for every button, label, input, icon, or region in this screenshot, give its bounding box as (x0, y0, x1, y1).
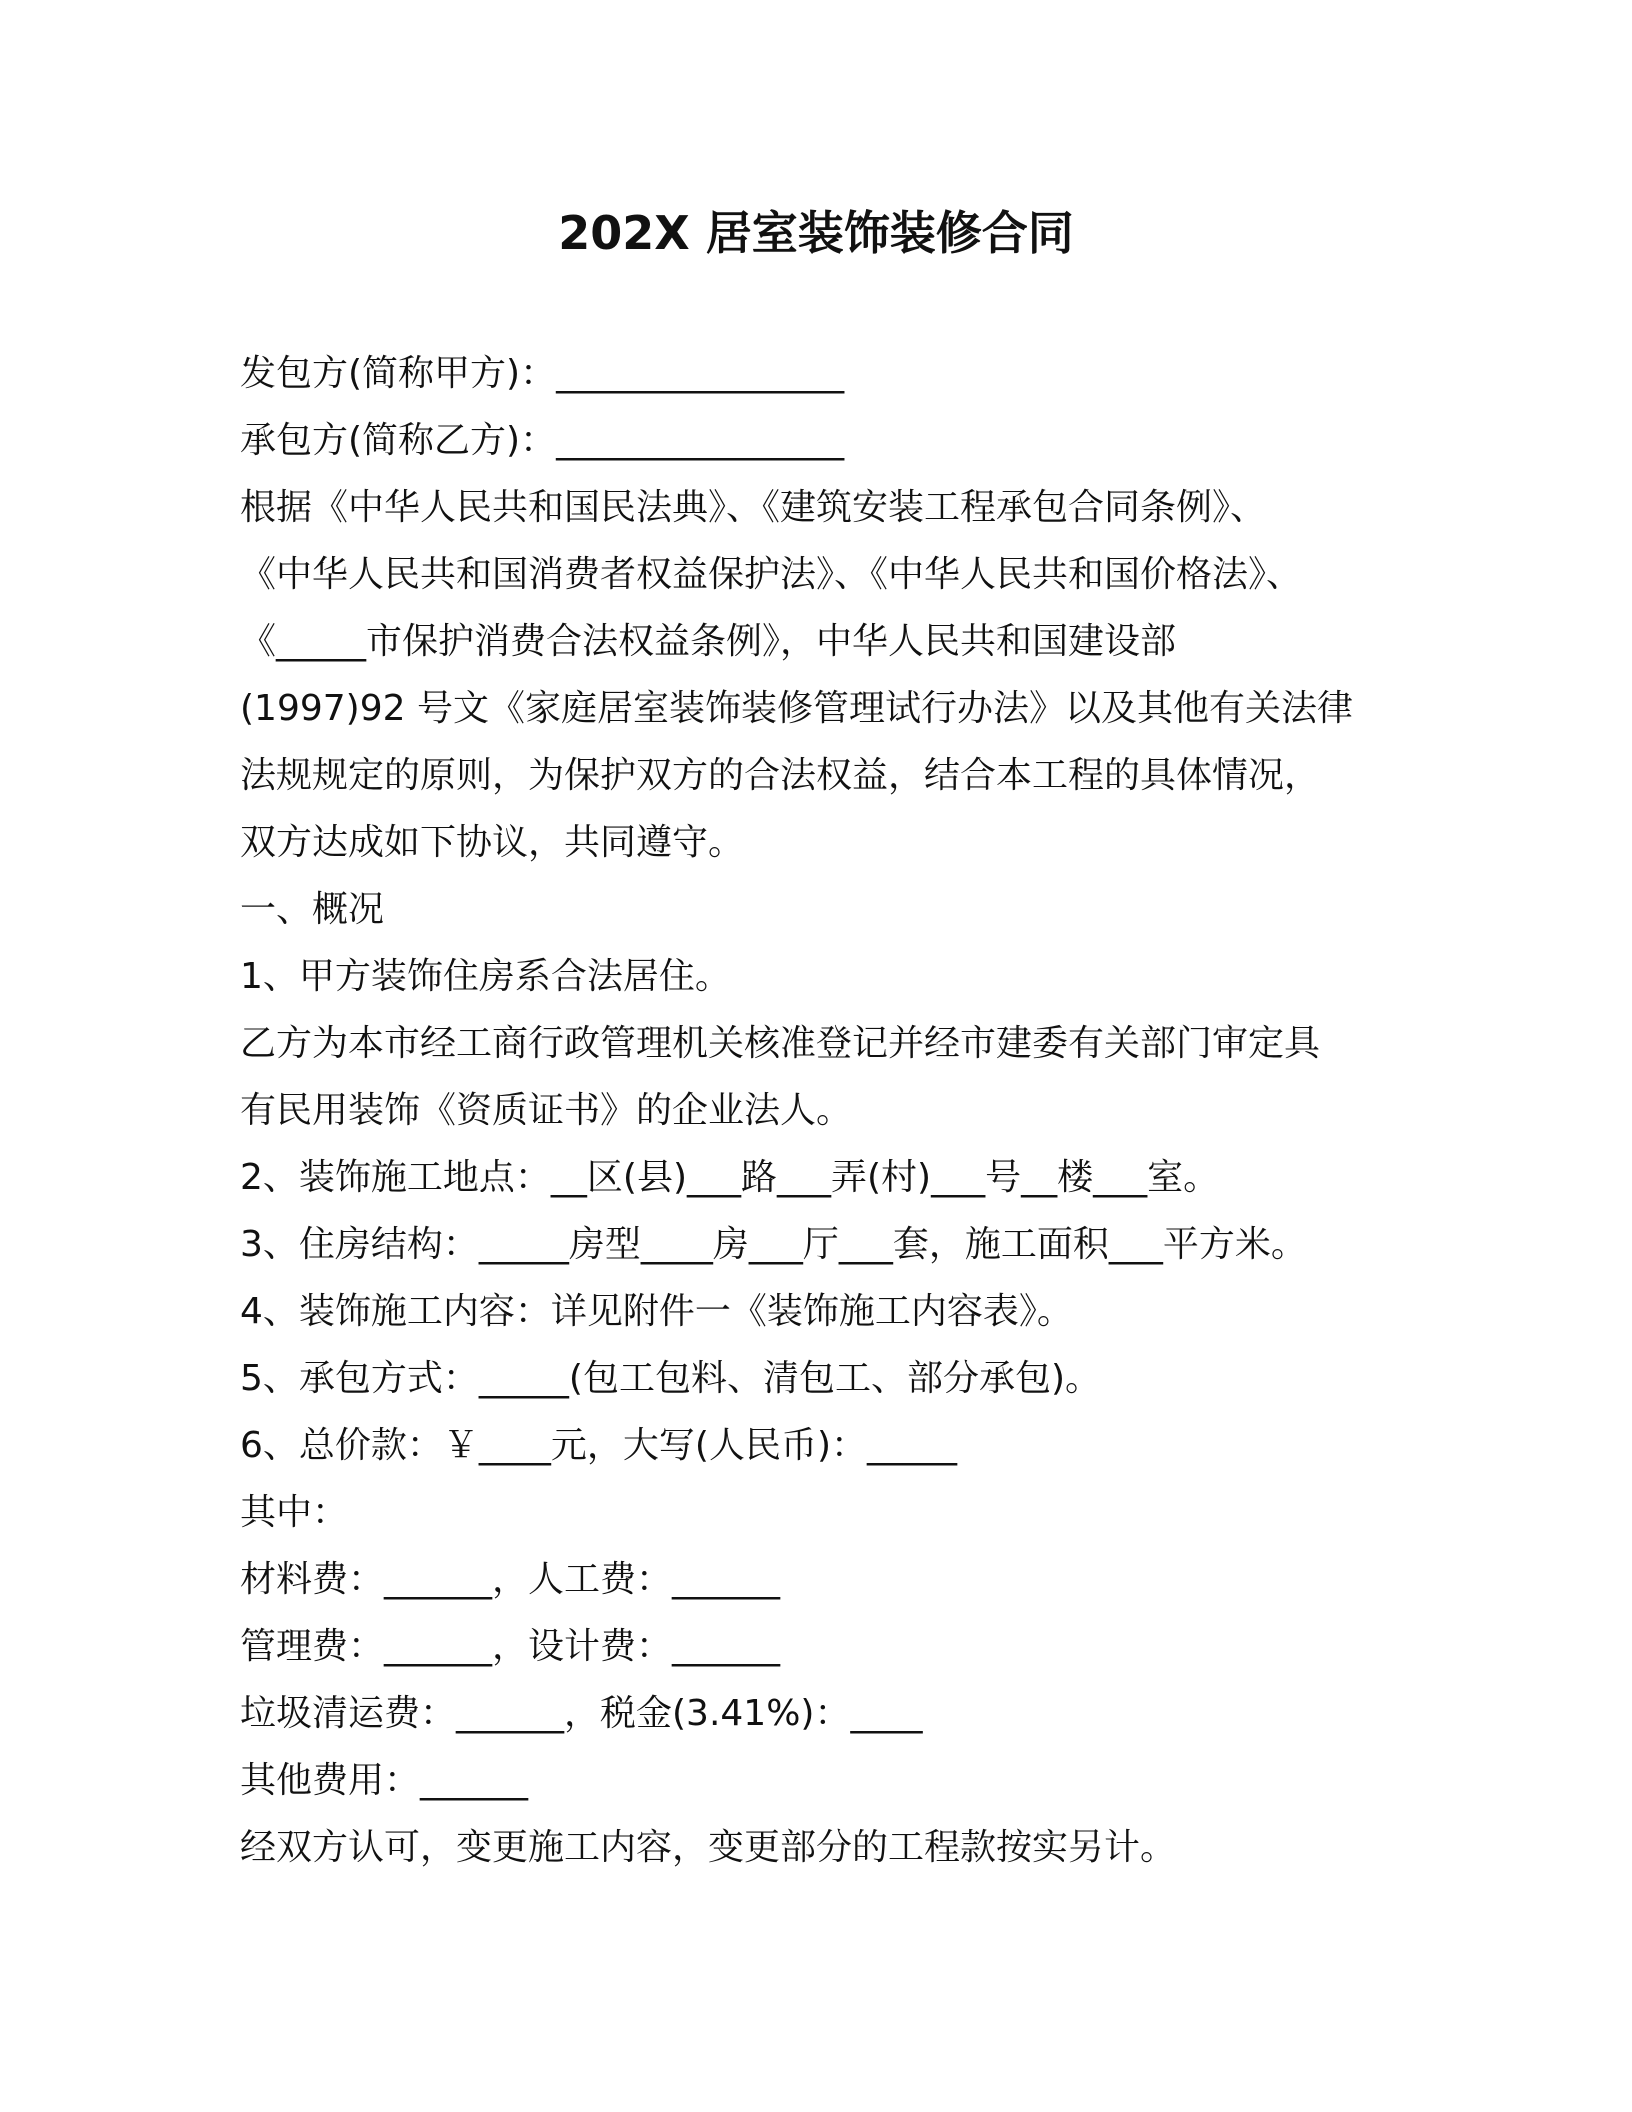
fee-management-design: 管理费：______，设计费：______ (240, 1626, 781, 1667)
clause-1: 1、甲方装饰住房系合法居住。 (240, 956, 731, 997)
clause-5-contract-mode: 5、承包方式：_____(包工包料、清包工、部分承包)。 (240, 1358, 1101, 1399)
change-clause: 经双方认可，变更施工内容，变更部分的工程款按实另计。 (240, 1827, 1177, 1868)
preamble-line-2: 《中华人民共和国消费者权益保护法》、《中华人民共和国价格法》、 (240, 554, 1303, 595)
preamble-line-4: (1997)92 号文《家庭居室装饰装修管理试行办法》以及其他有关法律 (240, 688, 1353, 729)
document-body (240, 340, 1390, 1881)
preamble-line-5: 法规规定的原则，为保护双方的合法权益，结合本工程的具体情况， (240, 755, 1321, 796)
breakdown-heading: 其中： (240, 1492, 349, 1533)
fee-material-labor: 材料费：______，人工费：______ (240, 1559, 781, 1600)
clause-6-total-price: 6、总价款：￥____元，大写(人民币)：_____ (240, 1425, 957, 1466)
clause-1-detail-line-1: 乙方为本市经工商行政管理机关核准登记并经市建委有关部门审定具 (240, 1023, 1321, 1064)
party-b-line: 承包方(简称乙方)：________________ (240, 420, 845, 461)
document-title: 202X 居室装饰装修合同 (558, 206, 1074, 260)
clause-2-location: 2、装饰施工地点：__区(县)___路___弄(村)___号__楼___室。 (240, 1157, 1220, 1198)
party-a-line: 发包方(简称甲方)：________________ (240, 353, 845, 394)
preamble-line-3: 《_____市保护消费合法权益条例》，中华人民共和国建设部 (240, 621, 1177, 662)
preamble-line-1: 根据《中华人民共和国民法典》、《建筑安装工程承包合同条例》、 (240, 487, 1267, 528)
fee-garbage-tax: 垃圾清运费：______，税金(3.41%)：____ (240, 1693, 923, 1734)
clause-1-detail-line-2: 有民用装饰《资质证书》的企业法人。 (240, 1090, 853, 1131)
fee-other: 其他费用：______ (240, 1760, 529, 1801)
section-heading-overview: 一、概况 (240, 889, 385, 930)
clause-4-content: 4、装饰施工内容：详见附件一《装饰施工内容表》。 (240, 1291, 1073, 1332)
clause-3-structure: 3、住房结构：_____房型____房___厅___套，施工面积___平方米。 (240, 1224, 1307, 1265)
preamble-line-6: 双方达成如下协议，共同遵守。 (240, 822, 745, 863)
